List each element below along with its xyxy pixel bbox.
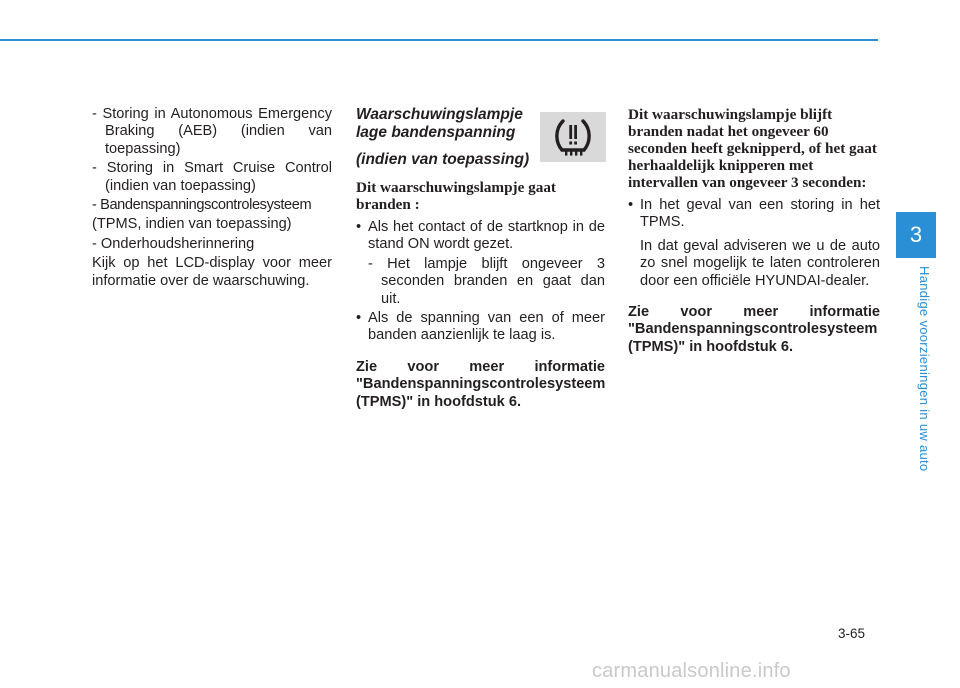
list-item: - Bandenspanningscontrolesysteem <box>92 197 312 214</box>
bullet-item <box>356 219 605 254</box>
column-3 <box>628 106 880 356</box>
header-rule <box>0 39 878 41</box>
watermark: carmanualsonline.info <box>592 660 791 682</box>
list-item: - Onderhoudsherinnering <box>92 235 255 252</box>
bullet-icon: • <box>628 197 634 213</box>
column-2 <box>356 106 605 411</box>
paragraph: Kijk op het LCD-display voor meer informatie over de waarschuwing. <box>92 255 332 289</box>
condition-heading: Dit waarschuwingslampje blijft branden nadat het ongeveer 60 seconden heeft geknipperd, of het gaat herhaaldelijk knipperen met intervallen van ongeveer 3 seconden: <box>628 106 877 191</box>
list-item: - Storing in Smart Cruise Control (indien van toepassing) <box>92 160 332 194</box>
bullet-icon: • <box>356 310 362 327</box>
chapter-title: Handige voorzieningen in uw auto <box>917 266 932 472</box>
bullet-continuation: In dat geval adviseren we u de auto zo snel mogelijk te laten controleren door een officiële HYUNDAI-dealer. <box>640 237 880 289</box>
bullet-text: Als de spanning van een of meer banden aanzienlijk te laag is. <box>368 310 605 344</box>
column-1 <box>92 106 332 292</box>
reference-note: Zie voor meer informatie "Bandenspanningscontrolesysteem (TPMS)" in hoofdstuk 6. <box>628 304 880 355</box>
list-item: - Storing in Autonomous Emergency Braking (AEB) (indien van toepassing) <box>92 106 332 157</box>
bullet-text: Als het contact of de startknop in de stand ON wordt gezet. <box>368 219 605 253</box>
reference-note: Zie voor meer informatie "Bandenspanningscontrolesysteem (TPMS)" in hoofdstuk 6. <box>356 358 606 410</box>
bullet-icon: • <box>356 219 362 235</box>
bullet-item <box>628 197 880 232</box>
sub-item: - Het lampje blijft ongeveer 3 seconden branden en gaat dan uit. <box>368 255 605 307</box>
condition-heading: Dit waarschuwingslampje gaat branden : <box>356 179 556 213</box>
section-heading: Waarschuwingslampje lage bandenspanning <box>356 106 523 141</box>
bullet-text: In het geval van een storing in het TPMS. <box>640 197 880 231</box>
page-number: 3-65 <box>838 626 866 641</box>
list-item: (TPMS, indien van toepassing) <box>92 216 292 233</box>
chapter-number-tab: 3 <box>896 212 936 258</box>
section-subheading: (indien van toepassing) <box>356 151 530 168</box>
bullet-item <box>356 310 605 345</box>
